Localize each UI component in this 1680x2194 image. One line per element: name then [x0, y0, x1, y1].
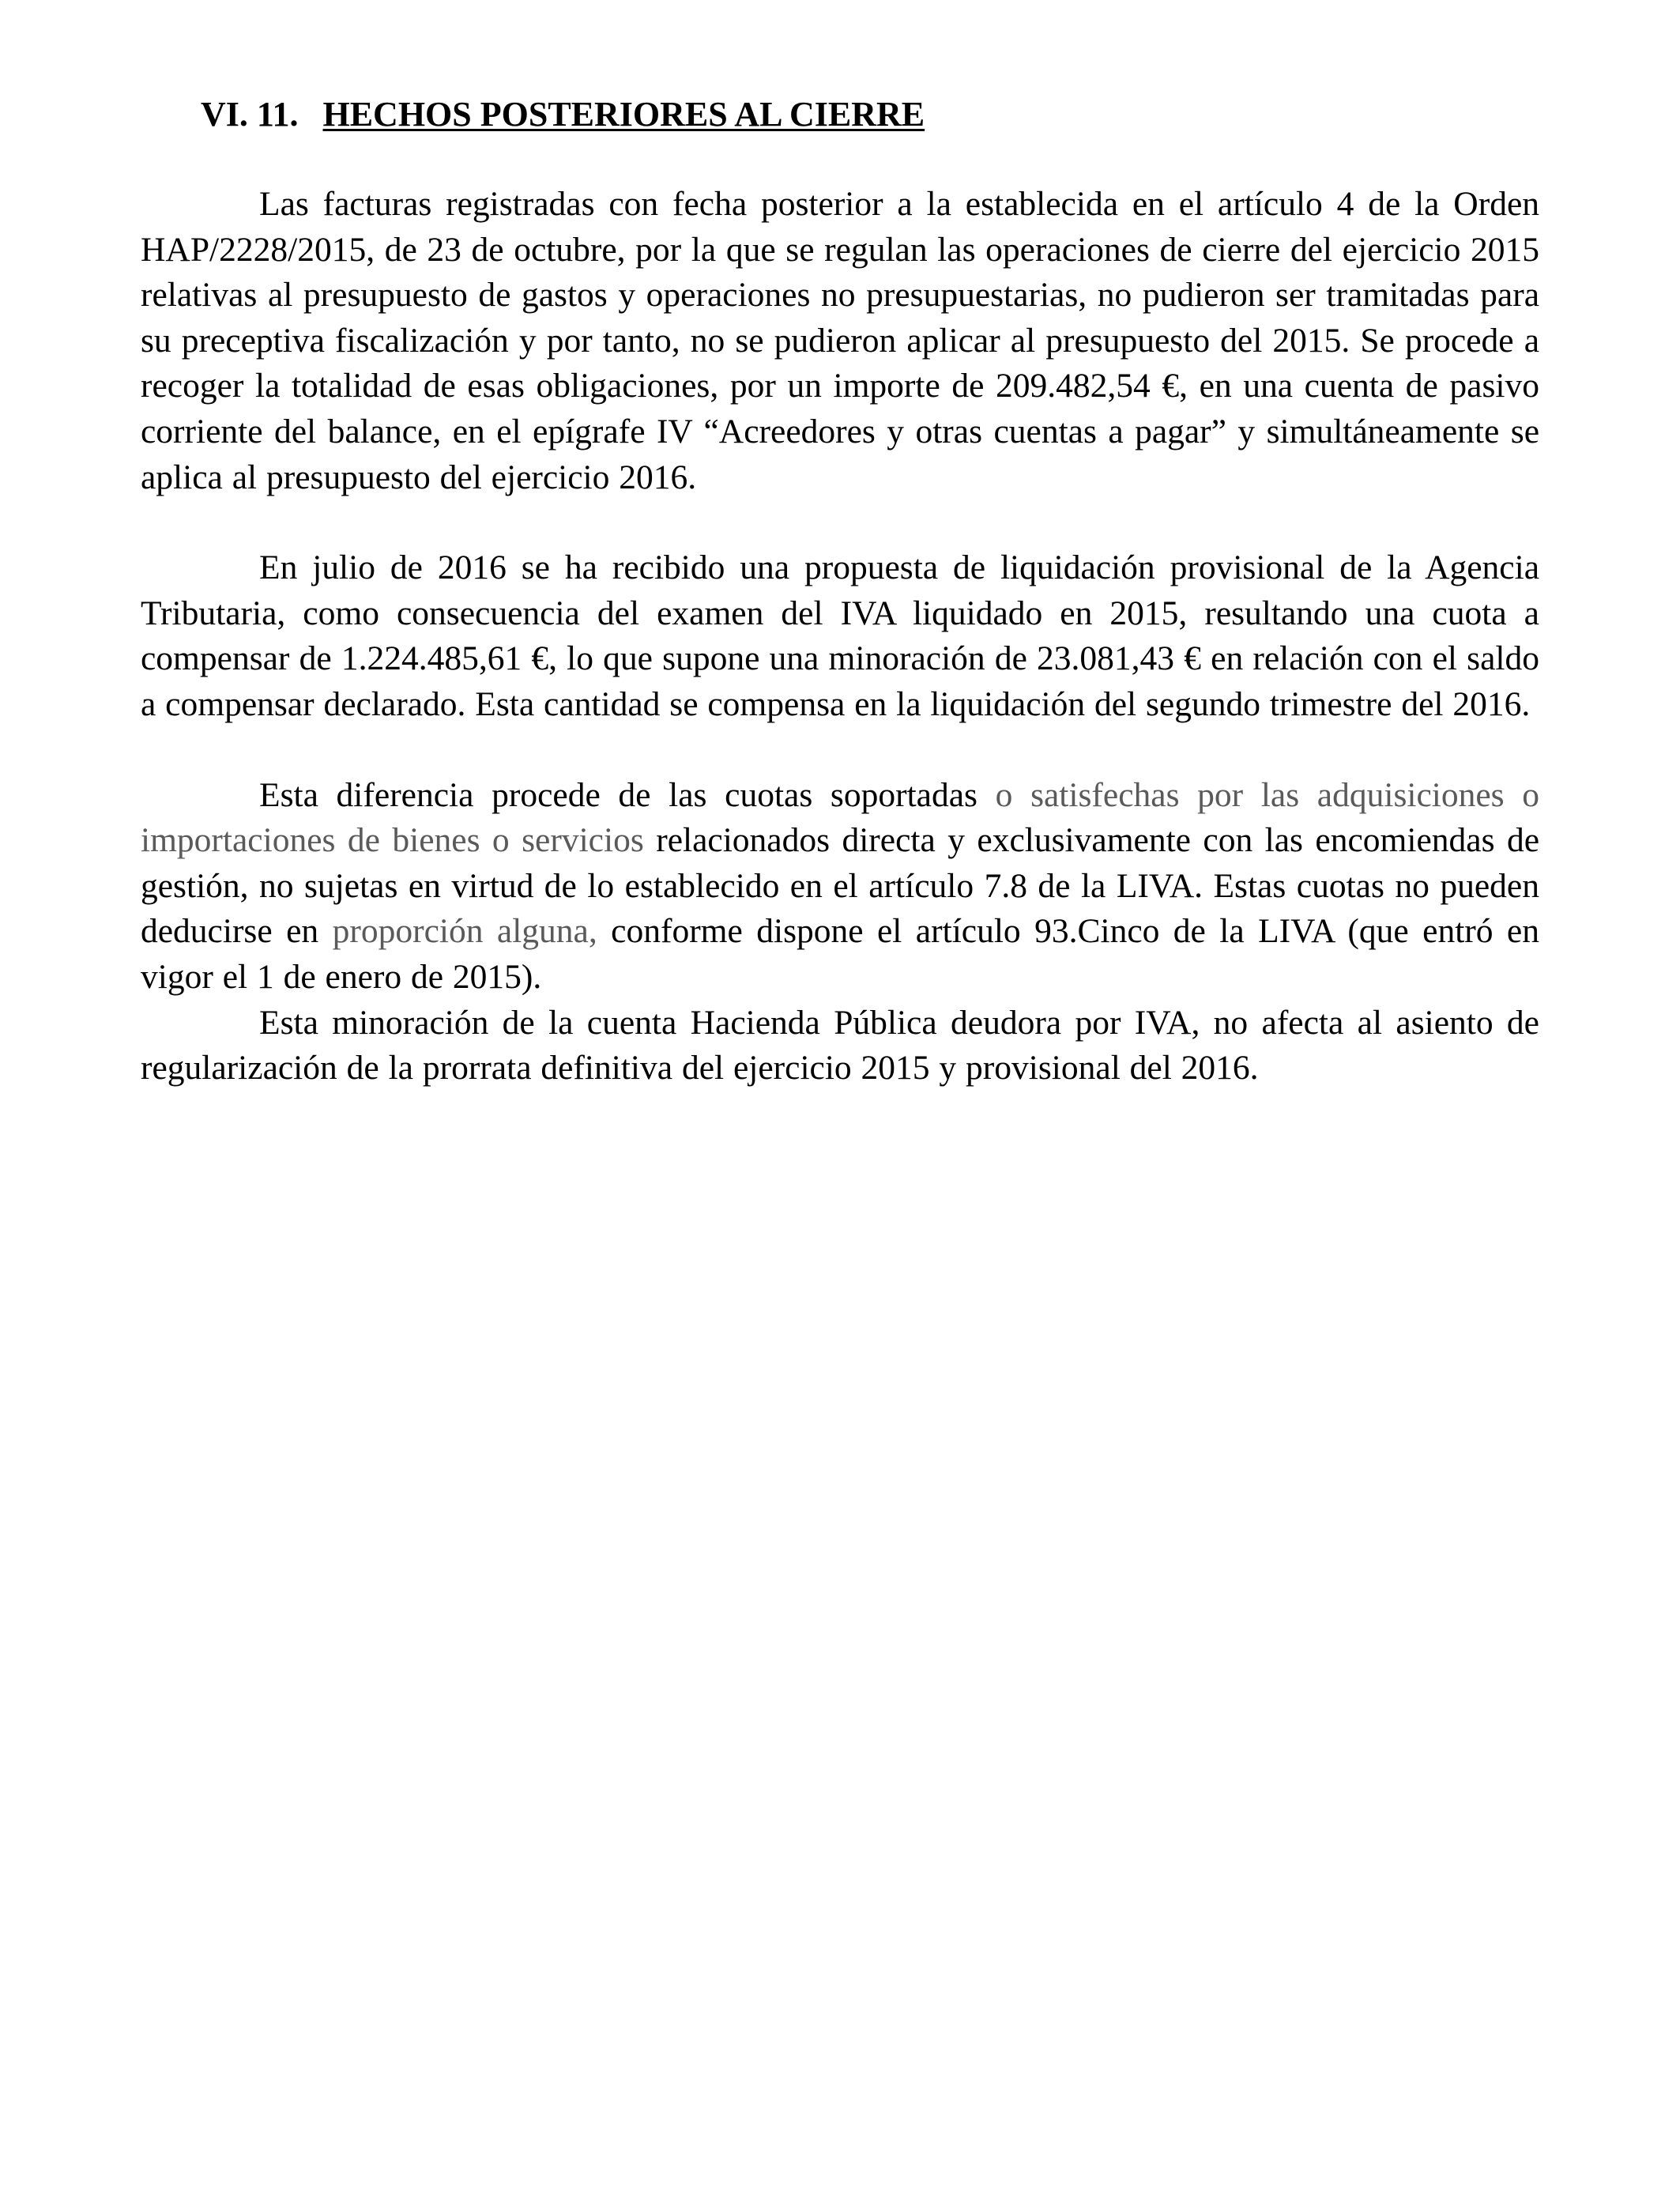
- paragraph-diferencia-cuotas: [141, 773, 1539, 1001]
- text-run-gray: o satisfechas por las adquisiciones o importaciones de bienes o servicios: [141, 775, 1540, 860]
- paragraph-minoracion: Esta minoración de la cuenta Hacienda Pública deudora por IVA, no afecta al asiento de regularización de la prorrata definitiva del ejercicio 2015 y provisional del 2016.: [141, 1003, 1539, 1088]
- section-title: HECHOS POSTERIORES AL CIERRE: [322, 95, 925, 134]
- paragraph-facturas: Las facturas registradas con fecha posterior a la establecida en el artículo 4 de la Orden HAP/2228/2015, de 23 de octubre, por la que se regulan las operaciones de cierre del ejercicio 2015 relativas al presupuesto de gastos y operaciones no presupuestarias, no pudieron ser tramitadas para su preceptiva fiscalización y por tanto, no se pudieron aplicar al presupuesto del 2015. Se procede a recoger la totalidad de esas obligaciones, por un importe de 209.482,54 €, en una cuenta de pasivo corriente del balance, en el epígrafe IV “Acreedores y otras cuentas a pagar” y simultáneamente se aplica al presupuesto del ejercicio 2016.: [141, 185, 1539, 496]
- text-run: relacionados directa y exclusivamente con las encomiendas de gestión, no sujetas en virtud de lo establecido en el artículo 7.8 de la LIVA. Estas cuotas no pueden deducirse en: [141, 821, 1540, 951]
- text-run-gray: proporción alguna,: [332, 912, 597, 951]
- paragraph-liquidacion-provisional: En julio de 2016 se ha recibido una propuesta de liquidación provisional de la Agencia Tributaria, como consecuencia del examen del IVA liquidado en 2015, resultando una cuota a compensar de 1.224.485,61 €, lo que supone una minoración de 23.081,43 € en relación con el saldo a compensar declarado. Esta cantidad se compensa en la liquidación del segundo trimestre del 2016.: [141, 548, 1539, 723]
- document-page: [141, 92, 1539, 1091]
- section-number: VI. 11.: [201, 95, 299, 134]
- text-run: conforme dispone el artículo 93.Cinco de la LIVA (que entró en vigor el 1 de enero de 2015).: [141, 912, 1539, 996]
- text-run: Esta diferencia procede de las cuotas soportadas: [259, 775, 996, 814]
- section-heading: [201, 92, 1539, 138]
